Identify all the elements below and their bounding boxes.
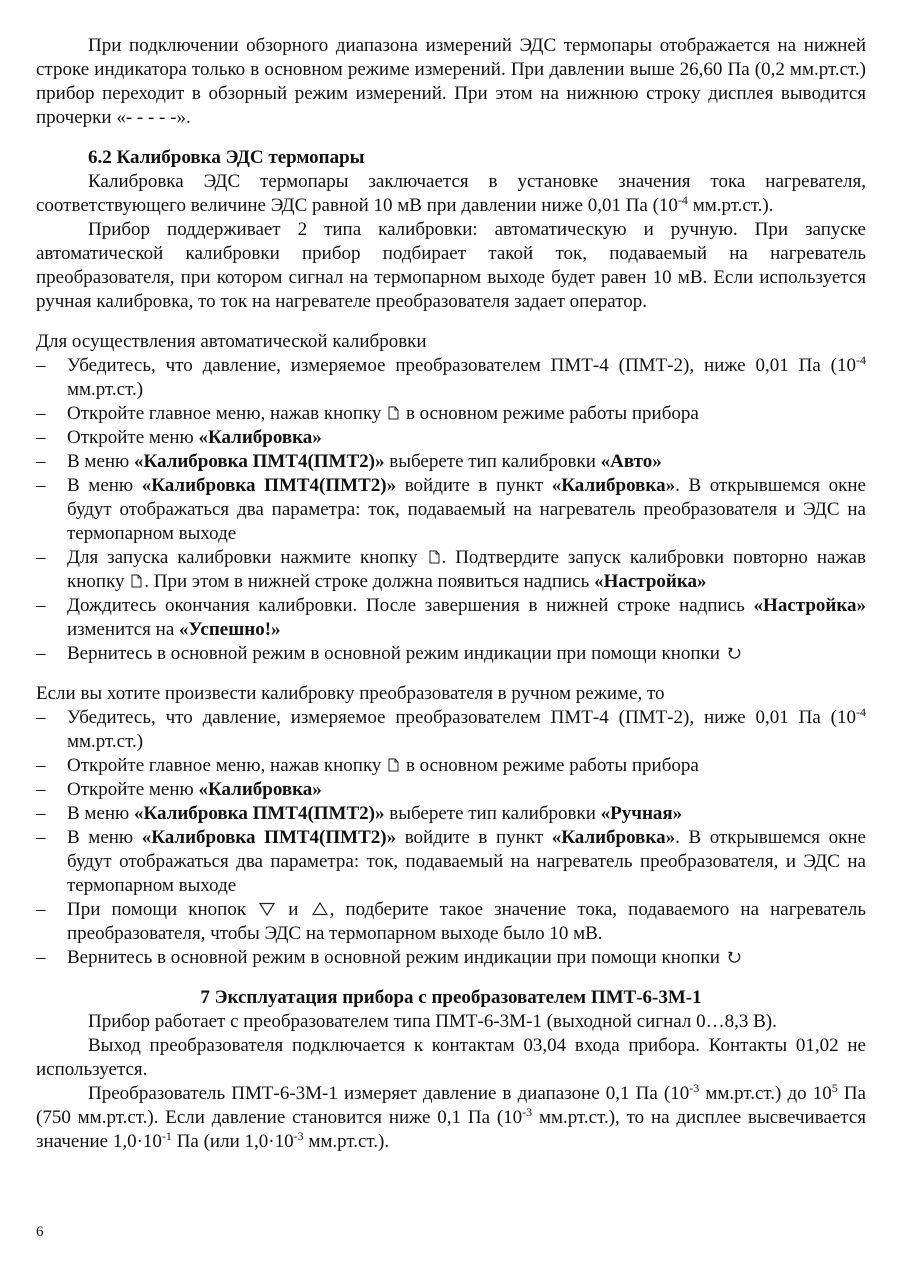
- intro-paragraph: При подключении обзорного диапазона измерений ЭДС термопары отображается на нижней строке индикатора только в основном режиме измерений. При давлении выше 26,60 Па (0,2 мм.рт.ст.) прибор переходит в обзорный режим измерений. При этом на нижнюю строку дисплея выводится прочерки «- - - - -».: [36, 35, 866, 128]
- manual-calibration-steps: [36, 706, 866, 970]
- refresh-icon: [727, 949, 742, 964]
- list-item: – Откройте главное меню, нажав кнопку в основном режиме работы прибора: [36, 754, 866, 778]
- manual-calibration-lead: Если вы хотите произвести калибровку преобразователя в ручном режиме, то: [36, 683, 665, 704]
- list-item: – Для запуска калибровки нажмите кнопку . Подтвердите запуск калибровки повторно нажав кнопку . При этом в нижней строке должна появиться надпись «Настройка»: [36, 546, 866, 594]
- list-item: – Откройте меню «Калибровка»: [36, 426, 866, 450]
- list-item: – Дождитесь окончания калибровки. После завершения в нижней строке надпись «Настройка» изменится на «Успешно!»: [36, 594, 866, 642]
- document-icon: [131, 574, 142, 588]
- document-icon: [429, 550, 440, 564]
- section-6-2-paragraph-2: Прибор поддерживает 2 типа калибровки: автоматическую и ручную. При запуске автоматической калибровки прибор подбирает такой ток, подаваемый на нагреватель преобразователя, при котором сигнал на термопарном выходе будет равен 10 мВ. Если используется ручная калибровка, то ток на нагревателе преобразователя задает оператор.: [36, 219, 866, 312]
- section-7-paragraph-3: Преобразователь ПМТ-6-3М-1 измеряет давление в диапазоне 0,1 Па ($10^{-3}$ мм.рт.ст.) до $10^5$ Па (750 мм.рт.ст.). Если давление становится ниже 0,1 Па ($10^{-3}$ мм.рт.ст.), то на дисплее высвечивается значение $1,0\cdot 10^{-1}$ Па (или $1,0\cdot 10^{-3}$ мм.рт.ст.).: [36, 1081, 866, 1152]
- section-7-paragraph-2: Выход преобразователя подключается к контактам 03,04 входа прибора. Контакты 01,02 не используется.: [36, 1035, 866, 1080]
- section-6-2-paragraph-1: Калибровка ЭДС термопары заключается в установке значения тока нагревателя, соответствующего величине ЭДС равной 10 мВ при давлении ниже 0,01 Па ($10^{-4}$ мм.рт.ст.).: [36, 171, 866, 216]
- document-icon: [388, 758, 399, 772]
- list-item: – Убедитесь, что давление, измеряемое преобразователем ПМТ-4 (ПМТ-2), ниже 0,01 Па ($10^{-4}$ мм.рт.ст.): [36, 354, 866, 402]
- list-item: – Убедитесь, что давление, измеряемое преобразователем ПМТ-4 (ПМТ-2), ниже 0,01 Па ($10^{-4}$ мм.рт.ст.): [36, 706, 866, 754]
- list-item: – Откройте меню «Калибровка»: [36, 778, 866, 802]
- list-item: – Откройте главное меню, нажав кнопку в основном режиме работы прибора: [36, 402, 866, 426]
- refresh-icon: [727, 645, 742, 660]
- section-7-paragraph-1: Прибор работает с преобразователем типа ПМТ-6-3М-1 (выходной сигнал 0…8,3 В).: [88, 1011, 777, 1032]
- auto-calibration-steps: [36, 354, 866, 666]
- document-page: [36, 34, 866, 1154]
- auto-calibration-lead: Для осуществления автоматической калибровки: [36, 331, 427, 352]
- list-item: – В меню «Калибровка ПМТ4(ПМТ2)» выберете тип калибровки «Ручная»: [36, 802, 866, 826]
- list-item: – Вернитесь в основной режим в основной режим индикации при помощи кнопки: [36, 642, 866, 666]
- triangle-down-icon: [259, 902, 275, 916]
- list-item: – При помощи кнопок и , подберите такое значение тока, подаваемого на нагреватель преобразователя, чтобы ЭДС на термопарном выходе было 10 мВ.: [36, 898, 866, 946]
- section-6-2-heading: 6.2 Калибровка ЭДС термопары: [88, 147, 365, 168]
- list-item: – В меню «Калибровка ПМТ4(ПМТ2)» выберете тип калибровки «Авто»: [36, 450, 866, 474]
- triangle-up-icon: [312, 902, 328, 916]
- list-item: – В меню «Калибровка ПМТ4(ПМТ2)» войдите в пункт «Калибровка». В открывшемся окне будут отображаться два параметра: ток, подаваемый на нагреватель преобразователя и ЭДС на термопарном выходе: [36, 474, 866, 546]
- list-item: – Вернитесь в основной режим в основной режим индикации при помощи кнопки: [36, 946, 866, 970]
- document-icon: [388, 406, 399, 420]
- list-item: – В меню «Калибровка ПМТ4(ПМТ2)» войдите в пункт «Калибровка». В открывшемся окне будут отображаться два параметра: ток, подаваемый на нагреватель преобразователя, и ЭДС на термопарном выходе: [36, 826, 866, 898]
- page-number: 6: [36, 1224, 44, 1240]
- section-7-heading: 7 Эксплуатация прибора с преобразователем ПМТ-6-3М-1: [200, 987, 702, 1008]
